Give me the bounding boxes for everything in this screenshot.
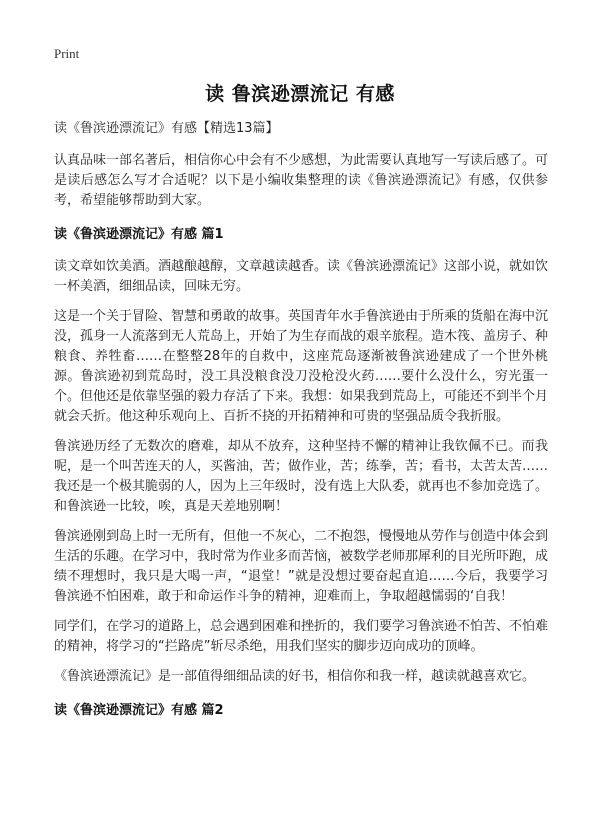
- section1-paragraph-2: 这是一个关于冒险、智慧和勇敢的故事。英国青年水手鲁滨逊由于所乘的货船在海中沉没，孤身一人流落到无人荒岛上，开始了为生存而战的艰辛旅程。造木筏、盖房子、种粮食、养牲畜……在整整28年的自救中，这座荒岛逐渐被鲁滨逊建成了一个世外桃源。鲁滨逊初到荒岛时，没工具没粮食没刀没枪没火药……要什么没什么，穷光蛋一个。但他还是依靠坚强的毅力存活了下来。我想：如果我到荒岛上，可能还不到半个月就会夭折。他这种乐观向上、百折不挠的开拓精神和可贵的坚强品质令我折服。: [54, 309, 549, 424]
- section-heading-2: 读《鲁滨逊漂流记》有感 篇2: [54, 703, 224, 718]
- section1-paragraph-1: 读文章如饮美酒。酒越酿越醇，文章越读越香。读《鲁滨逊漂流记》这部小说，就如饮一杯美酒，细细品读，回味无穷。: [54, 259, 549, 294]
- section1-paragraph-6: 《鲁滨逊漂流记》是一部值得细细品读的好书，相信你和我一样，越读就越喜欢它。: [54, 669, 536, 684]
- page-title: 读 鲁滨逊漂流记 有感: [205, 83, 395, 105]
- article-body: [54, 119, 548, 733]
- section1-paragraph-5: 同学们，在学习的道路上，总会遇到困难和挫折的，我们要学习鲁滨逊不怕苦、不怕难的精神，将学习的“拦路虎”斩尽杀绝，用我们坚实的脚步迈向成功的顶峰。: [54, 619, 549, 654]
- section1-paragraph-4: 鲁滨逊刚到岛上时一无所有，但他一不灰心，二不抱怨，慢慢地从劳作与创造中体会到生活的乐趣。在学习中，我时常为作业多而苦恼，被数学老师那犀利的目光所吓跑，成绩不理想时，我只是大喝一声，“退堂！”就是没想过要奋起直追……今后，我要学习鲁滨逊不怕困难，敢于和命运作斗争的精神，迎难而上，争取超越懦弱的‘自我！: [54, 529, 549, 604]
- article-subtitle: 读《鲁滨逊漂流记》有感【精选13篇】: [54, 121, 279, 136]
- section-heading-1: 读《鲁滨逊漂流记》有感 篇1: [54, 227, 224, 242]
- intro-paragraph: 认真品味一部名著后，相信你心中会有不少感想，为此需要认真地写一写读后感了。可是读后感怎么写才合适呢？以下是小编收集整理的读《鲁滨逊漂流记》有感，仅供参考，希望能够帮助到大家。: [54, 153, 549, 208]
- section1-paragraph-3: 鲁滨逊历经了无数次的磨难，却从不放弃，这种坚持不懈的精神让我钦佩不已。而我呢，是一个叫苦连天的人，买酱油，苦；做作业，苦；练拳，苦；看书，太苦太苦……我还是一个极其脆弱的人，因为上三年级时，没有选上大队委，就再也不参加竞选了。和鲁滨逊一比较，唉，真是天差地别啊！: [54, 439, 549, 514]
- print-link[interactable]: Print: [54, 46, 80, 61]
